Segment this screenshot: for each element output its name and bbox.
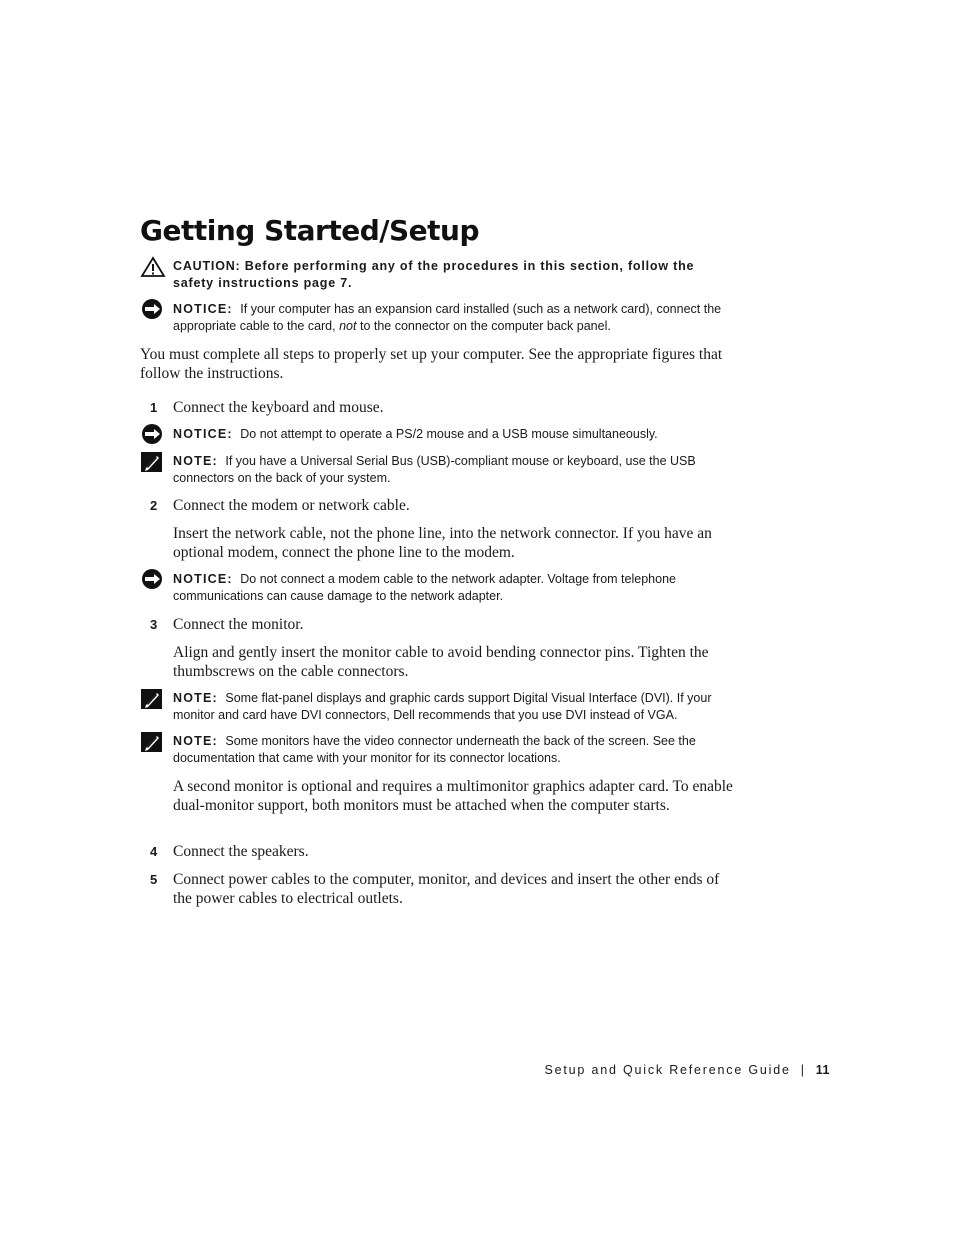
notice-label: NOTICE: <box>173 302 233 316</box>
notice-text-a: If your computer has an expansion card installed (such as a network card), connect the appropriate cable to the card, <box>173 302 722 333</box>
note-pencil-icon <box>140 451 164 478</box>
step-text: Connect power cables to the computer, monitor, and devices and insert the other ends of the power cables to electrical outlets. <box>173 871 720 907</box>
step-3 <box>140 615 733 634</box>
note-label: NOTE: <box>173 454 218 468</box>
notice-block-mouse <box>140 426 730 443</box>
page-title: Getting Started/Setup <box>140 214 479 247</box>
notice-hand-icon <box>140 424 166 449</box>
caution-block <box>140 258 730 292</box>
step-number: 2 <box>150 498 158 513</box>
notice-block-modem <box>140 571 730 605</box>
step-number: 4 <box>150 844 158 859</box>
notice-text: Do not attempt to operate a PS/2 mouse and a USB mouse simultaneously. <box>240 427 658 441</box>
step-number: 5 <box>150 872 158 887</box>
step-text: Connect the keyboard and mouse. <box>173 399 384 416</box>
page-footer <box>545 1063 830 1077</box>
monitor-paragraph: Align and gently insert the monitor cable to avoid bending connector pins. Tighten the thumbscrews on the cable connectors. <box>173 644 709 680</box>
note-block-usb <box>140 453 730 487</box>
step-text: Connect the modem or network cable. <box>173 497 410 514</box>
note-label: NOTE: <box>173 734 218 748</box>
notice-text: Do not connect a modem cable to the network adapter. Voltage from telephone communications can cause damage to the network adapter. <box>173 572 676 603</box>
step-2 <box>140 496 733 515</box>
note-block-dvi <box>140 690 730 724</box>
note-text: If you have a Universal Serial Bus (USB)-compliant mouse or keyboard, use the USB connectors on the back of your system. <box>173 454 696 485</box>
step-text: Connect the monitor. <box>173 616 304 633</box>
intro-paragraph: You must complete all steps to properly set up your computer. See the appropriate figures that follow the instructions. <box>140 346 723 382</box>
step-number: 3 <box>150 617 158 632</box>
note-block-video <box>140 733 730 767</box>
warning-triangle-icon <box>140 256 166 283</box>
footer-guide-title: Setup and Quick Reference Guide <box>544 1063 791 1077</box>
note-pencil-icon <box>140 731 164 758</box>
network-paragraph: Insert the network cable, not the phone line, into the network connector. If you have an optional modem, connect the phone line to the modem. <box>173 525 712 561</box>
caution-label: CAUTION: <box>173 259 241 273</box>
note-text: Some monitors have the video connector underneath the back of the screen. See the documentation that came with your monitor for its connector locations. <box>173 734 696 765</box>
notice-hand-icon <box>140 299 166 324</box>
footer-separator: | <box>800 1063 806 1077</box>
note-pencil-icon <box>140 688 164 715</box>
step-5 <box>140 870 733 908</box>
second-monitor-paragraph: A second monitor is optional and requires a multimonitor graphics adapter card. To enable dual-monitor support, both monitors must be attached when the computer starts. <box>173 778 733 814</box>
step-1 <box>140 398 733 417</box>
notice-emphasis: not <box>339 319 357 333</box>
notice-hand-icon <box>140 569 166 594</box>
caution-text: Before performing any of the procedures in this section, follow the safety instructions page 7. <box>173 259 695 290</box>
page-number: 11 <box>815 1063 830 1077</box>
notice-block-expansion <box>140 301 730 335</box>
step-number: 1 <box>150 400 158 415</box>
notice-label: NOTICE: <box>173 427 233 441</box>
note-text: Some flat-panel displays and graphic cards support Digital Visual Interface (DVI). If your monitor and card have DVI connectors, Dell recommends that you use DVI instead of VGA. <box>173 691 712 722</box>
step-4 <box>140 842 733 861</box>
step-text: Connect the speakers. <box>173 843 309 860</box>
notice-label: NOTICE: <box>173 572 233 586</box>
note-label: NOTE: <box>173 691 218 705</box>
notice-text-b: to the connector on the computer back panel. <box>359 319 611 333</box>
